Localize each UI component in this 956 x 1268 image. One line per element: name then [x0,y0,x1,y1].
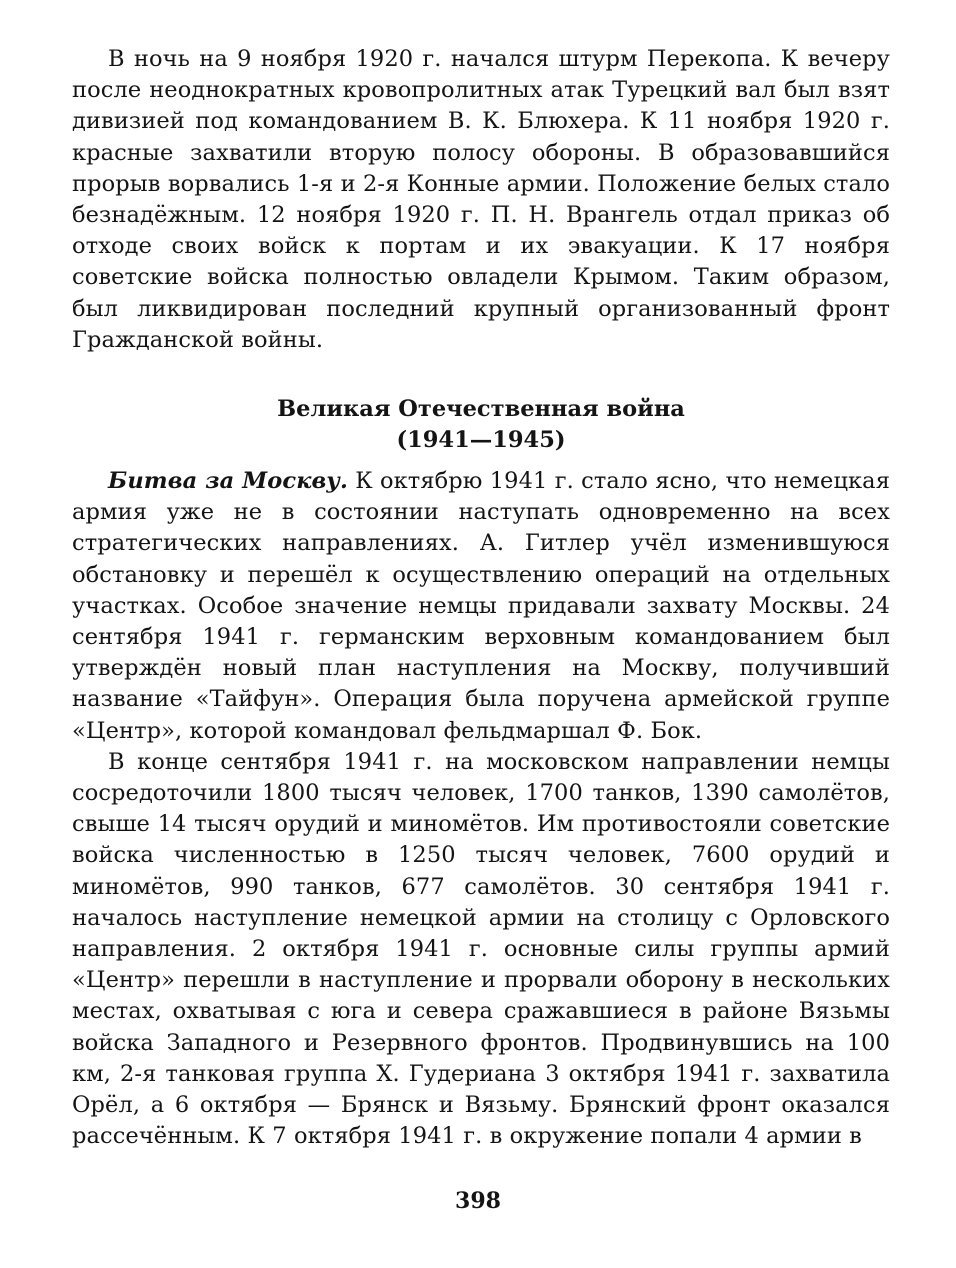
page-body [72,44,890,1153]
run-in-heading: Битва за Москву. [108,468,348,495]
paragraph-battle-moscow-intro [72,466,890,747]
paragraph-battle-moscow-forces: В конце сентября 1941 г. на московском направлении немцы сосредоточили 1800 тысяч человек, 1700 танков, 1390 самолётов, свыше 14 тысяч орудий и миномётов. Им противостояли советские войска численностью в 1250 тысяч человек, 7600 орудий и миномётов, 990 танков, 677 самолётов. 30 сентября 1941 г. началось наступление немецкой армии на столицу с Орловского направления. 2 октября 1941 г. основные силы группы армий «Центр» перешли в наступление и прорвали оборону в нескольких местах, охватывая с юга и севера сражавшиеся в районе Вязьмы войска Западного и Резервного фронтов. Продвинувшись на 100 км, 2-я танковая группа Х. Гудериана 3 октября 1941 г. захватила Орёл, а 6 октября — Брянск и Вязьму. Брянский фронт оказался рассечённым. К 7 октября 1941 г. в окружение попали 4 армии в [72,748,890,1150]
heading-years: (1941—1945) [396,427,566,454]
paragraph-battle-moscow-text: К октябрю 1941 г. стало ясно, что немецкая армия уже не в состоянии наступать одновременно на всех стратегических направлениях. А. Гитлер учёл изменившуюся обстановку и перешёл к осуществлению операций на отдельных участках. Особое значение немцы придавали захвату Москвы. 24 сентября 1941 г. германским верховным командованием был утверждён новый план наступления на Москву, получивший название «Тайфун». Операция была поручена армейской группе «Центр», которой командовал фельдмаршал Ф. Бок. [72,468,890,744]
page-number: 398 [455,1188,501,1214]
heading-title: Великая Отечественная война [277,396,685,423]
section-heading [72,394,890,456]
paragraph-perekop: В ночь на 9 ноября 1920 г. начался штурм Перекопа. К вечеру после неоднократных кровопролитных атак Турецкий вал был взят дивизией под командованием В. К. Блюхера. К 11 ноября 1920 г. красные захватили вторую полосу обороны. В образовавшийся прорыв ворвались 1-я и 2-я Конные армии. Положение белых стало безнадёжным. 12 ноября 1920 г. П. Н. Врангель отдал приказ об отходе своих войск к портам и их эвакуации. К 17 ноября советские войска полностью овладели Крымом. Таким образом, был ликвидирован последний крупный организованный фронт Гражданской войны. [72,46,890,353]
